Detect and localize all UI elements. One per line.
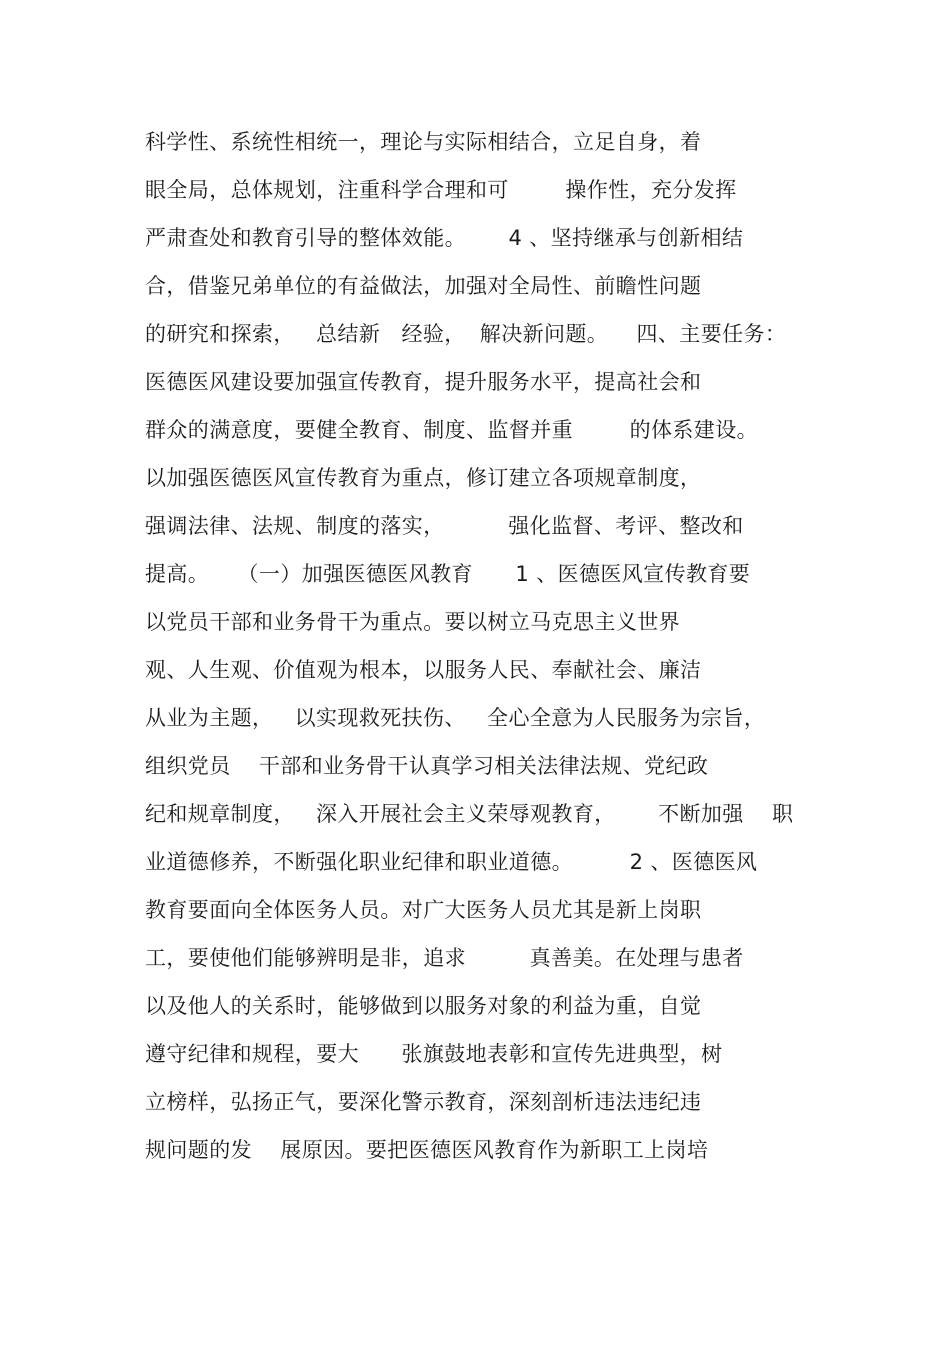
text-line: 组织党员 干部和业务骨干认真学习相关法律法规、党纪政 [145,754,709,778]
text-line: 纪和规章制度， 深入开展社会主义荣辱观教育， 不断加强 职 [145,802,794,826]
text-line: 规问题的发 展原因。要把医德医风教育作为新职工上岗培 [145,1138,709,1162]
text-line: 群众的满意度，要健全教育、制度、监督并重 的体系建设。 [145,418,758,442]
text-line: 遵守纪律和规程，要大 张旗鼓地表彰和宣传先进典型，树 [145,1042,723,1066]
text-line: 强调法律、法规、制度的落实， 强化监督、考评、整改和 [145,514,744,538]
text-line: 合，借鉴兄弟单位的有益做法，加强对全局性、前瞻性问题 [145,274,702,298]
text-line: 立榜样，弘扬正气，要深化警示教育，深刻剖析违法违纪违 [145,1090,702,1114]
text-line: 眼全局，总体规划，注重科学合理和可 操作性，充分发挥 [145,178,737,202]
text-line: 提高。 （一）加强医德医风教育 1 、医德医风宣传教育要 [145,562,751,586]
text-line: 观、人生观、价值观为根本，以服务人民、奉献社会、廉洁 [145,658,702,682]
text-line: 以及他人的关系时，能够做到以服务对象的利益为重，自觉 [145,994,702,1018]
text-line: 科学性、系统性相统一，理论与实际相结合，立足自身，着 [145,130,702,154]
text-line: 以党员干部和业务骨干为重点。要以树立马克思主义世界 [145,610,680,634]
text-line: 教育要面向全体医务人员。对广大医务人员尤其是新上岗职 [145,898,702,922]
body-text [145,122,825,1178]
text-line: 严肃查处和教育引导的整体效能。 4 、坚持继承与创新相结 [145,226,744,250]
text-line: 业道德修养，不断强化职业纪律和职业道德。 2 、医德医风 [145,850,758,874]
text-line: 医德医风建设要加强宣传教育，提升服务水平，提高社会和 [145,370,702,394]
text-line: 以加强医德医风宣传教育为重点，修订建立各项规章制度， [145,466,702,490]
text-line: 从业为主题， 以实现救死扶伤、 全心全意为人民服务为宗旨， [145,706,766,730]
text-line: 的研究和探索， 总结新 经验， 解决新问题。 四、主要任务： [145,322,787,346]
text-line: 工，要使他们能够辨明是非，追求 真善美。在处理与患者 [145,946,744,970]
